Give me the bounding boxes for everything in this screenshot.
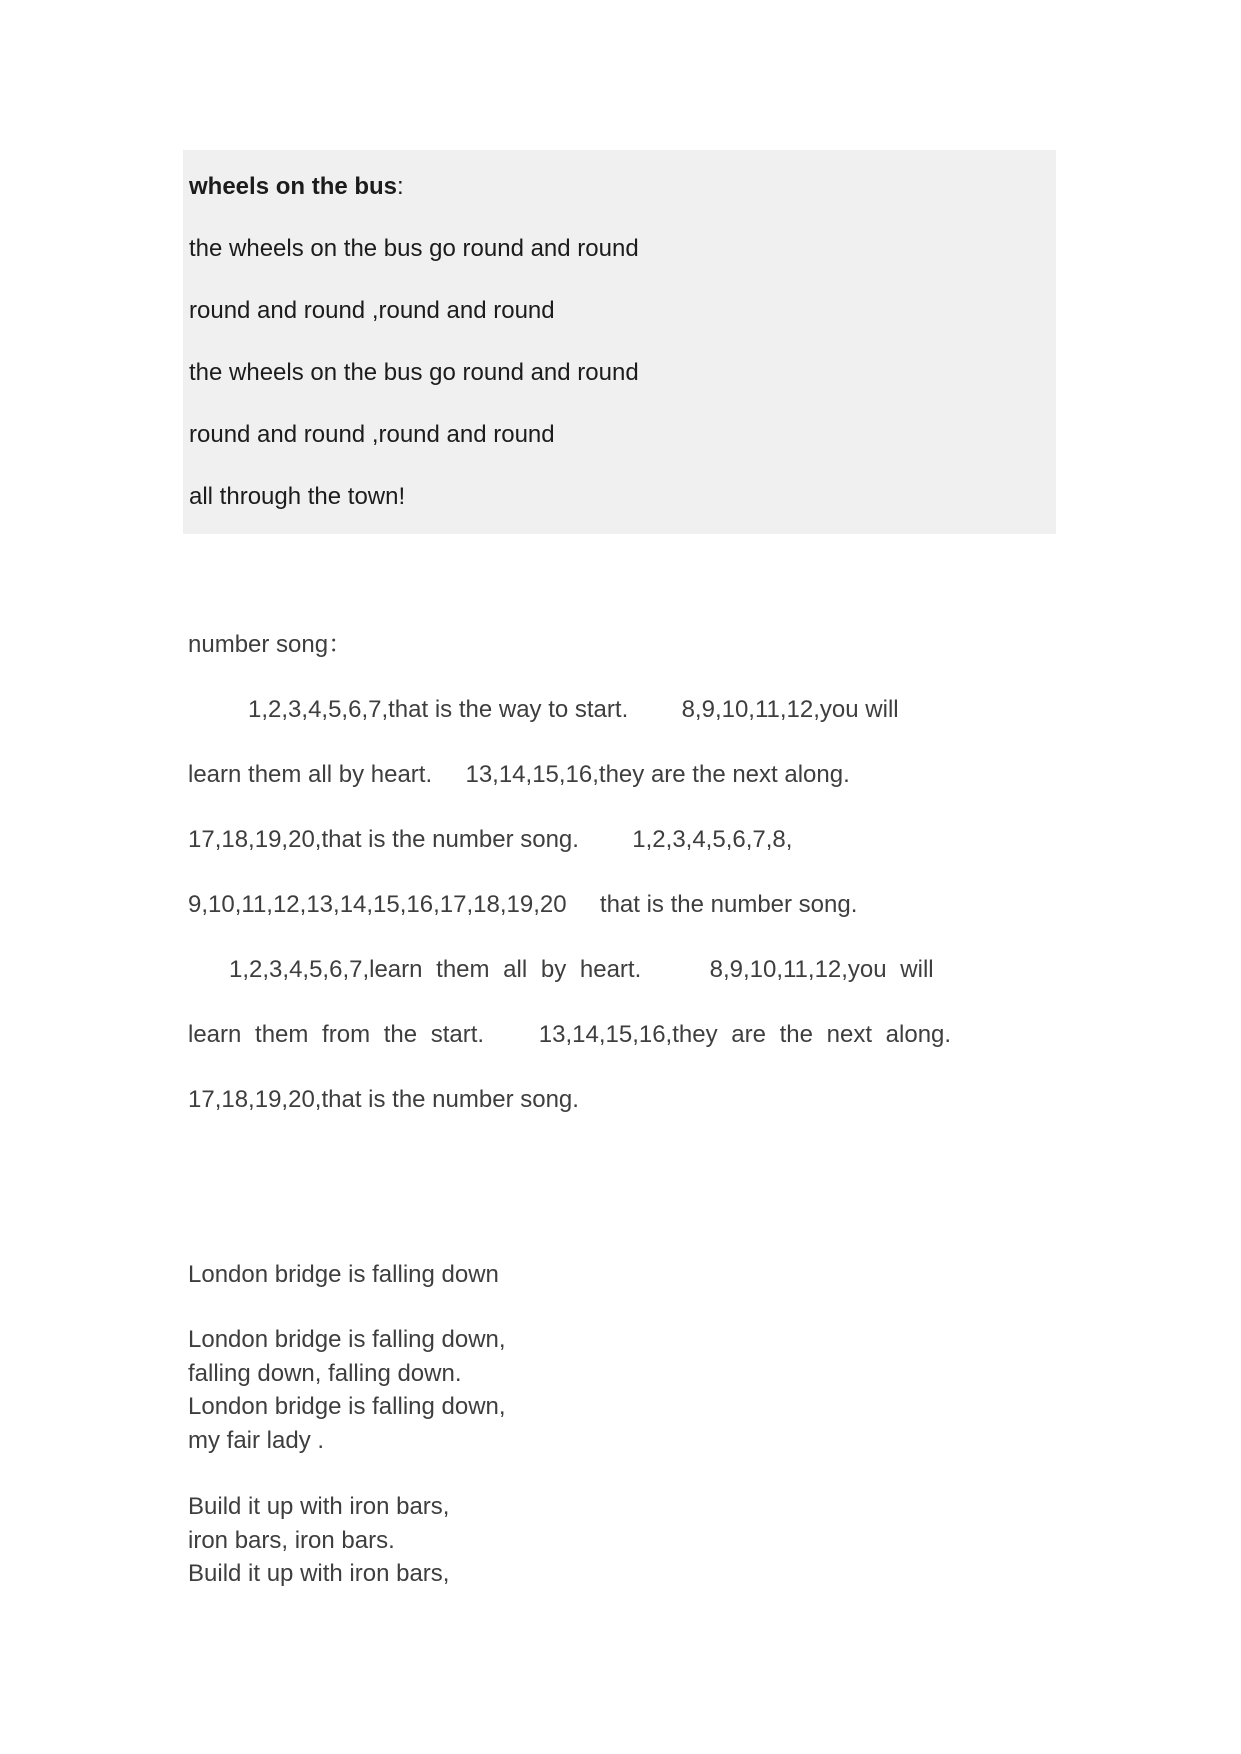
wheels-lyric-line: the wheels on the bus go round and round: [189, 235, 639, 262]
number-song-line: learn them from the start. 13,14,15,16,they are the next along.: [188, 1021, 952, 1048]
number-song-section: [188, 612, 1088, 1132]
stanza-line: London bridge is falling down,: [188, 1326, 506, 1353]
number-song-line: 17,18,19,20,that is the number song. 1,2,3,4,5,6,7,8,: [188, 826, 793, 853]
london-bridge-heading: London bridge is falling down: [188, 1261, 499, 1288]
stanza-line: Build it up with iron bars,: [188, 1560, 450, 1587]
stanza-line: my fair lady .: [188, 1426, 325, 1454]
number-song-line: learn them all by heart. 13,14,15,16,they are the next along.: [188, 761, 850, 788]
number-song-line: 17,18,19,20,that is the number song.: [188, 1086, 579, 1113]
wheels-title-text: wheels on the bus: [189, 173, 398, 200]
number-song-heading: number song：: [188, 631, 353, 658]
london-bridge-stanza-2: [188, 1490, 1088, 1591]
wheels-on-the-bus-section: [183, 150, 1056, 534]
number-song-line: 1,2,3,4,5,6,7,learn them all by heart. 8,9,10,11,12,you will: [188, 956, 934, 983]
wheels-lyric-line: round and round ,round and round: [189, 297, 555, 324]
stanza-line: Build it up with iron bars,: [188, 1493, 450, 1520]
wheels-lyric-line: all through the town!: [189, 483, 406, 510]
wheels-section-title: [189, 156, 1046, 218]
wheels-lyric-line: the wheels on the bus go round and round: [189, 359, 639, 386]
stanza-line: falling down, falling down.: [188, 1359, 462, 1387]
wheels-lyric-line: round and round ,round and round: [189, 421, 555, 448]
stanza-line: iron bars, iron bars.: [188, 1526, 395, 1554]
number-song-line: 9,10,11,12,13,14,15,16,17,18,19,20 that is the number song.: [188, 891, 858, 918]
wheels-title-colon: :: [397, 173, 404, 200]
stanza-line: London bridge is falling down,: [188, 1393, 506, 1420]
london-bridge-section: [188, 1258, 1088, 1624]
number-song-line: 1,2,3,4,5,6,7,that is the way to start. 8,9,10,11,12,you will: [188, 696, 899, 723]
london-bridge-stanza-1: [188, 1323, 1088, 1457]
